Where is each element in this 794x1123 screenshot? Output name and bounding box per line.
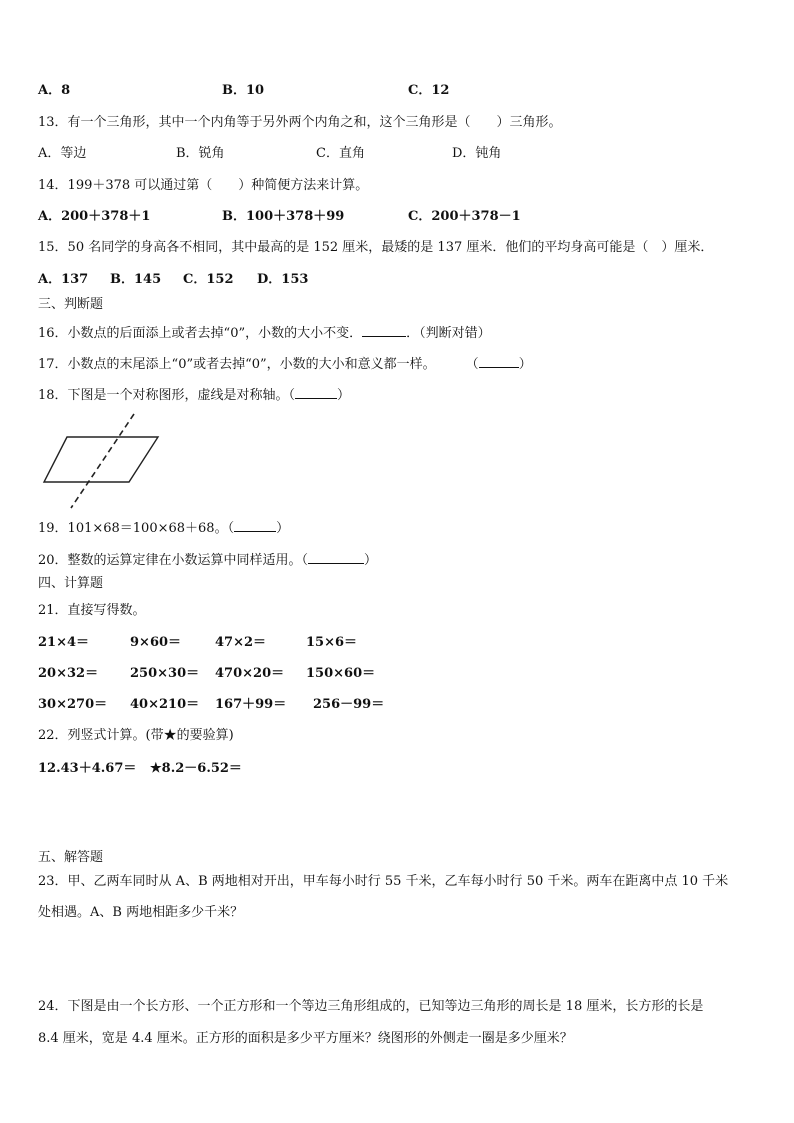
q17-open-paren: （ — [465, 357, 479, 372]
q20-close-paren: ） — [364, 553, 378, 568]
q21-item: 30×270＝ — [38, 697, 108, 712]
q13-option-d: D．钝角 — [452, 146, 502, 161]
q20-question — [38, 551, 377, 569]
q24-question-line-2: 8.4 厘米，宽是 4.4 厘米。正方形的面积是多少平方厘米？绕图形的外侧走一圈是多少厘米？ — [38, 1031, 573, 1046]
q21-item: 470×20＝ — [215, 666, 285, 681]
q12-option-a: A．8 — [38, 83, 71, 98]
section-3-heading: 三、判断题 — [38, 297, 104, 312]
q22-item-2: ★8.2－6.52＝ — [150, 761, 242, 776]
q21-item: 20×32＝ — [38, 666, 99, 681]
q13-option-c: C．直角 — [316, 146, 365, 161]
q21-item: 167＋99＝ — [215, 697, 287, 712]
q17-close-paren: ） — [518, 357, 532, 372]
parallelogram-shape — [44, 437, 158, 482]
q23-question-line-1: 23．甲、乙两车同时从 A、B 两地相对开出，甲车每小时行 55 千米，乙车每小时行 50 千米。两车在距离中点 10 千米 — [38, 874, 729, 889]
q15-option-a: A．137 — [38, 272, 89, 287]
q18-question — [38, 386, 350, 404]
q14-option-b: B．100＋378＋99 — [222, 209, 345, 224]
q13-option-a: A．等边 — [38, 146, 87, 161]
q17-text: 17．小数点的末尾添上“0”或者去掉“0”，小数的大小和意义都一样。 — [38, 357, 436, 372]
q13-option-b: B．锐角 — [176, 146, 225, 161]
q12-option-c: C．12 — [408, 83, 450, 98]
q18-answer-blank[interactable] — [295, 386, 337, 399]
q16-question — [38, 324, 491, 342]
q15-option-d: D．153 — [257, 272, 309, 287]
q23-question-line-2: 处相遇。A、B 两地相距多少千米？ — [38, 905, 244, 920]
q21-item: 47×2＝ — [215, 635, 267, 650]
q21-item: 9×60＝ — [130, 635, 182, 650]
q15-option-c: C．152 — [183, 272, 234, 287]
q20-answer-blank[interactable] — [308, 551, 364, 564]
q21-item: 15×6＝ — [306, 635, 358, 650]
q16-text: 16．小数点的后面添上或者去掉“0”，小数的大小不变． — [38, 326, 363, 341]
q16-answer-blank[interactable] — [362, 324, 406, 337]
q12-option-b: B．10 — [222, 83, 265, 98]
q21-item: 21×4＝ — [38, 635, 90, 650]
dashed-symmetry-axis — [71, 414, 134, 508]
q17-answer-blank[interactable] — [479, 355, 519, 368]
q14-option-a: A．200＋378＋1 — [38, 209, 151, 224]
q21-question: 21．直接写得数。 — [38, 603, 146, 618]
q15-question: 15．50 名同学的身高各不相同，其中最高的是 152 厘米，最矮的是 137 厘米．他们的平均身高可能是（ ）厘米． — [38, 240, 714, 255]
q18-close-paren: ） — [337, 388, 351, 403]
q16-suffix: ．（判断对错） — [406, 326, 491, 341]
q19-close-paren: ） — [276, 521, 290, 536]
q21-item: 150×60＝ — [306, 666, 376, 681]
section-4-heading: 四、计算题 — [38, 576, 104, 591]
q20-text: 20．整数的运算定律在小数运算中同样适用。（ — [38, 553, 309, 568]
q18-text: 18．下图是一个对称图形，虚线是对称轴。（ — [38, 388, 296, 403]
q14-option-c: C．200＋378－1 — [408, 209, 521, 224]
q19-answer-blank[interactable] — [234, 519, 276, 532]
q21-item: 250×30＝ — [130, 666, 200, 681]
q19-text: 19．101×68＝100×68＋68。（ — [38, 521, 235, 536]
q17-question — [38, 355, 532, 373]
q14-question: 14．199＋378 可以通过第（ ）种简便方法来计算。 — [38, 178, 369, 193]
q19-question — [38, 519, 289, 537]
q15-option-b: B．145 — [110, 272, 162, 287]
q22-question: 22．列竖式计算。(带★的要验算) — [38, 728, 234, 743]
q13-question: 13．有一个三角形，其中一个内角等于另外两个内角之和，这个三角形是（ ）三角形。 — [38, 115, 562, 130]
q24-question-line-1: 24．下图是由一个长方形、一个正方形和一个等边三角形组成的，已知等边三角形的周长是 18 厘米，长方形的长是 — [38, 999, 704, 1014]
q18-parallelogram-figure — [38, 412, 168, 512]
q22-item-1: 12.43＋4.67＝ — [38, 761, 137, 776]
q21-item: 256－99＝ — [313, 697, 385, 712]
q21-item: 40×210＝ — [130, 697, 200, 712]
section-5-heading: 五、解答题 — [38, 850, 104, 865]
